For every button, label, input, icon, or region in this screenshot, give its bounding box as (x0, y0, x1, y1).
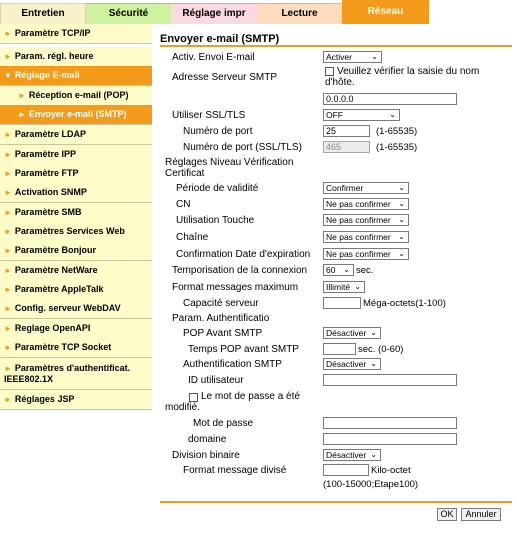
format-divise-label: Format message divisé (183, 465, 287, 476)
chevron-down-icon: ⌄ (371, 52, 378, 61)
bottom-divider (160, 501, 512, 503)
sidebar-item-netware[interactable] (0, 261, 152, 281)
domaine-input[interactable] (323, 433, 457, 445)
sidebar-item-openapi[interactable] (0, 319, 152, 339)
chevron-down-icon: ⌄ (370, 359, 377, 368)
format-divise-range: (100-15000;Etape100) (323, 479, 419, 490)
auth-smtp-label: Authentification SMTP (183, 359, 282, 370)
id-user-label: ID utilisateur (188, 375, 244, 386)
tab-reseau[interactable]: Réseau (342, 0, 429, 24)
select-value: Désactiver (326, 328, 367, 338)
arrow-right-icon: ► (4, 285, 12, 294)
sidebar-item-label: Config. serveur WebDAV (14, 303, 121, 313)
id-user-input[interactable] (323, 374, 457, 386)
auth-smtp-select[interactable] (323, 358, 381, 370)
title-divider (160, 45, 512, 47)
chevron-down-icon: ⌄ (398, 183, 405, 192)
sidebar-item-label: Paramètre NetWare (14, 265, 98, 275)
sidebar-item-ldap[interactable] (0, 125, 152, 145)
temps-pop-input[interactable] (323, 343, 356, 355)
sidebar-item-tcp-ip[interactable] (0, 24, 152, 44)
sidebar-item-appletalk[interactable] (0, 280, 152, 300)
chevron-down-icon: ⌄ (343, 265, 350, 274)
arrow-down-icon: ▼ (4, 71, 12, 80)
sidebar-item-webdav[interactable] (0, 299, 152, 319)
sidebar-item-tcp-socket[interactable] (0, 338, 152, 358)
temporisation-unit: sec. (356, 265, 374, 276)
sidebar-item-label: Paramètre Bonjour (14, 245, 96, 255)
adresse-serveur-label: Adresse Serveur SMTP (172, 72, 278, 83)
port-ssl-label: Numéro de port (SSL/TLS) (183, 142, 302, 153)
temps-pop-label: Temps POP avant SMTP (188, 344, 299, 355)
select-value: Illimité (326, 282, 351, 292)
port-label: Numéro de port (183, 126, 253, 137)
pop-avant-select[interactable] (323, 327, 381, 339)
arrow-right-icon: ► (18, 110, 26, 119)
sidebar-item-heure[interactable] (0, 47, 152, 67)
cn-label: CN (176, 199, 191, 210)
chevron-down-icon: ⌄ (370, 328, 377, 337)
chevron-down-icon: ⌄ (398, 199, 405, 208)
sidebar-item-label: Paramètre TCP/IP (14, 28, 91, 38)
mot-de-passe-label: Mot de passe (193, 418, 254, 429)
sidebar-item-label: Réglages JSP (14, 394, 75, 404)
chevron-down-icon: ⌄ (398, 249, 405, 258)
arrow-right-icon: ► (4, 130, 12, 139)
sidebar-item-label: Paramètres d'authentificat. IEEE802.1X (4, 363, 131, 384)
select-value: Désactiver (326, 450, 367, 460)
sidebar-item-bonjour[interactable] (0, 241, 152, 261)
sidebar-item-services-web[interactable] (0, 222, 152, 242)
page-title: Envoyer e-mail (SMTP) (160, 33, 280, 45)
arrow-right-icon: ► (4, 324, 12, 333)
chaine-label: Chaîne (176, 232, 209, 243)
periode-label: Période de validité (176, 183, 259, 194)
capacite-input[interactable] (323, 297, 361, 309)
select-value: Confirmer (326, 183, 364, 193)
domaine-label: domaine (188, 434, 227, 445)
capacite-label: Capacité serveur (183, 298, 259, 309)
cancel-button[interactable]: Annuler (461, 508, 501, 521)
format-max-select[interactable] (323, 281, 365, 293)
select-value: OFF (326, 110, 343, 120)
sidebar-item-ftp[interactable] (0, 164, 152, 184)
utilisation-label: Utilisation Touche (176, 215, 255, 226)
arrow-right-icon: ► (4, 208, 12, 217)
cert-section-label: Réglages Niveau Vérification Certificat (165, 157, 294, 179)
chevron-down-icon: ⌄ (398, 215, 405, 224)
tab-entretien[interactable]: Entretien (0, 3, 86, 24)
sidebar-item-label: Réception e-mail (POP) (28, 90, 129, 100)
chevron-down-icon: ⌄ (354, 282, 361, 291)
sidebar-item-smb[interactable] (0, 203, 152, 223)
select-value: Ne pas confirmer (326, 249, 391, 259)
top-tab-bar (0, 0, 517, 24)
sidebar-item-label: Paramètre LDAP (14, 129, 86, 139)
arrow-right-icon: ► (4, 29, 12, 38)
division-select[interactable] (323, 449, 381, 461)
format-divise-input[interactable] (323, 464, 369, 476)
sidebar-item-label: Activation SNMP (14, 187, 87, 197)
pop-avant-label: POP Avant SMTP (183, 328, 263, 339)
confirmation-date-select[interactable] (323, 248, 409, 260)
cn-select[interactable] (323, 198, 409, 210)
confirmation-date-label: Confirmation Date d'expiration (176, 249, 311, 260)
chaine-select[interactable] (323, 231, 409, 243)
capacite-unit: Méga-octets(1-100) (363, 298, 446, 309)
arrow-right-icon: ► (4, 304, 12, 313)
periode-select[interactable] (323, 182, 409, 194)
sidebar-item-jsp[interactable] (0, 390, 152, 410)
select-value: 60 (326, 265, 336, 275)
select-value: Ne pas confirmer (326, 199, 391, 209)
sidebar-item-label: Réglage E-mail (14, 70, 80, 80)
temps-pop-unit: sec. (0-60) (358, 344, 404, 355)
arrow-right-icon: ► (4, 364, 12, 373)
sidebar-item-label: Paramètre TCP Socket (14, 342, 112, 352)
ssl-select[interactable] (323, 109, 400, 121)
activ-envoi-label: Activ. Envoi E-mail (172, 52, 255, 63)
sidebar-item-snmp[interactable] (0, 183, 152, 203)
chevron-down-icon: ⌄ (389, 110, 396, 119)
utilisation-select[interactable] (323, 214, 409, 226)
arrow-right-icon: ► (4, 188, 12, 197)
sidebar-item-reception-pop[interactable] (0, 86, 152, 106)
port-input[interactable]: 25 (323, 125, 370, 137)
mot-de-passe-input[interactable] (323, 417, 457, 429)
sidebar-item-label: Paramètre IPP (14, 149, 76, 159)
sidebar-item-label: Paramètre AppleTalk (14, 284, 104, 294)
select-value: Désactiver (326, 359, 367, 369)
division-label: Division binaire (172, 450, 240, 461)
format-max-label: Format messages maximum (172, 282, 299, 293)
sidebar-item-label: Paramètre FTP (14, 168, 79, 178)
sidebar-item-label: Envoyer e-mail (SMTP) (28, 109, 127, 119)
arrow-right-icon: ► (4, 266, 12, 275)
sidebar-item-label: Param. régl. heure (14, 51, 94, 61)
verifier-hote-label: Veuillez vérifier la saisie du nom d'hôte. (325, 66, 480, 88)
temporisation-label: Temporisation de la connexion (172, 265, 308, 276)
mdp-modifie-label: Le mot de passe a été modifié. (165, 391, 300, 413)
sidebar-item-label: Paramètre SMB (14, 207, 82, 217)
port-ssl-range: (1-65535) (376, 142, 418, 153)
arrow-right-icon: ► (4, 227, 12, 236)
auth-section-label: Param. Authentificatio (172, 313, 270, 324)
tab-reglage-impr[interactable]: Réglage impr (171, 3, 257, 24)
chevron-down-icon: ⌄ (398, 232, 405, 241)
port-ssl-input: 465 (323, 141, 370, 153)
tab-lecture[interactable]: Lecture (257, 3, 342, 24)
tab-securite[interactable]: Sécurité (86, 3, 171, 24)
chevron-down-icon: ⌄ (370, 450, 377, 459)
ssl-label: Utiliser SSL/TLS (172, 110, 246, 121)
temporisation-select[interactable] (323, 264, 354, 276)
ok-button[interactable]: OK (437, 508, 457, 521)
activ-envoi-select[interactable] (323, 51, 382, 63)
adresse-serveur-input[interactable]: 0.0.0.0 (323, 93, 457, 105)
port-range: (1-65535) (376, 126, 418, 137)
arrow-right-icon: ► (4, 52, 12, 61)
arrow-right-icon: ► (4, 343, 12, 352)
format-divise-unit: Kilo-octet (371, 465, 411, 476)
select-value: Ne pas confirmer (326, 232, 391, 242)
sidebar-item-reglage-email[interactable] (0, 66, 152, 86)
sidebar-item-label: Reglage OpenAPI (14, 323, 91, 333)
arrow-right-icon: ► (4, 246, 12, 255)
sidebar-item-envoyer-smtp[interactable] (0, 105, 152, 125)
arrow-right-icon: ► (4, 395, 12, 404)
arrow-right-icon: ► (18, 91, 26, 100)
select-value: Ne pas confirmer (326, 215, 391, 225)
arrow-right-icon: ► (4, 150, 12, 159)
select-value: Activer (326, 52, 352, 62)
arrow-right-icon: ► (4, 169, 12, 178)
sidebar-item-ieee8021x[interactable] (0, 358, 152, 390)
sidebar-item-label: Paramètres Services Web (14, 226, 125, 236)
sidebar-item-ipp[interactable] (0, 145, 152, 165)
